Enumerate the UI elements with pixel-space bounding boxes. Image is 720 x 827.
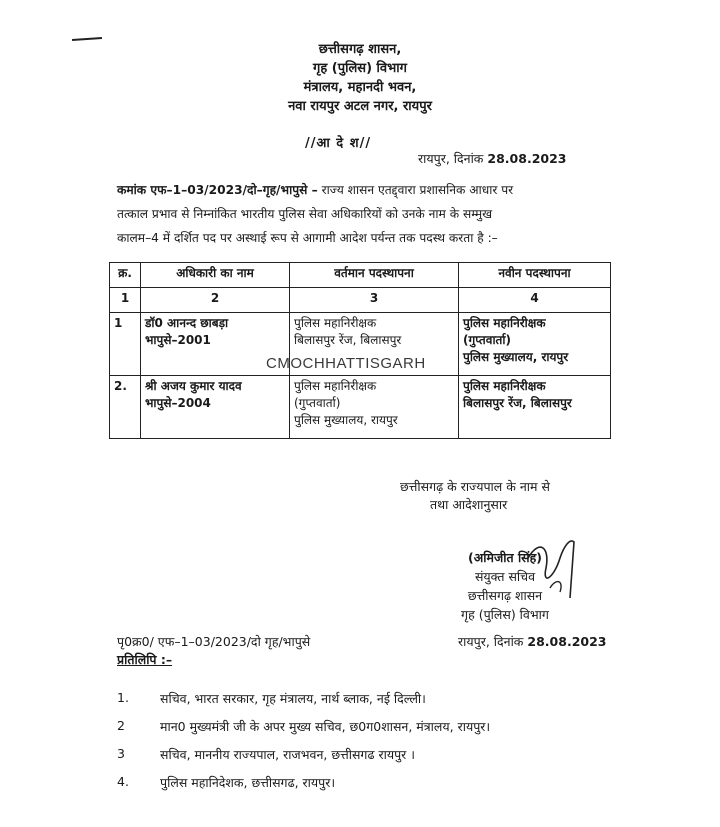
current-posting-line: (गुप्तवार्ता) xyxy=(294,396,341,410)
letterhead-line: नवा रायपुर अटल नगर, रायपुर xyxy=(288,99,432,114)
posting-table xyxy=(109,262,611,439)
date-value: 28.08.2023 xyxy=(487,151,567,166)
new-posting-line: पुलिस महानिरीक्षक xyxy=(463,316,546,330)
watermark: CMOCHHATTISGARH xyxy=(266,355,426,372)
order-title: //आ दे श// xyxy=(305,136,372,151)
copy-item-number: 3 xyxy=(117,746,125,761)
col-header-name: अधिकारी का नाम xyxy=(141,263,290,288)
officer-name: श्री अजय कुमार यादव xyxy=(145,379,242,393)
row-sno: 1 xyxy=(110,313,141,376)
body-line: राज्य शासन एतद्द्वारा प्रशासनिक आधार पर xyxy=(321,183,514,197)
new-posting-line: बिलासपुर रेंज, बिलासपुर xyxy=(463,396,572,410)
copy-item: सचिव, माननीय राज्यपाल, राजभवन, छत्तीसगढ रायपुर । xyxy=(160,747,415,762)
order-date xyxy=(418,150,566,167)
officer-name: डॉ0 आनन्द छाबड़ा xyxy=(145,316,229,330)
current-posting-line: पुलिस महानिरीक्षक xyxy=(294,379,377,393)
table-row xyxy=(110,376,611,439)
copy-item: पुलिस महानिदेशक, छत्तीसगढ, रायपुर। xyxy=(160,775,336,790)
letterhead-line: गृह (पुलिस) विभाग xyxy=(313,61,407,76)
col-header-sno: क्र. xyxy=(110,263,141,288)
endorsement-date xyxy=(458,633,606,650)
copy-item: मान0 मुख्यमंत्री जी के अपर मुख्य सचिव, छ0ग0शासन, मंत्रालय, रायपुर। xyxy=(160,719,491,734)
new-posting-line: पुलिस मुख्यालय, रायपुर xyxy=(463,350,569,364)
letterhead-line: मंत्रालय, महानदी भवन, xyxy=(303,80,417,95)
copy-to-label: प्रतिलिपि :– xyxy=(117,652,173,667)
officer-cell xyxy=(141,376,290,439)
signatory-block xyxy=(440,548,570,624)
col-number: 3 xyxy=(290,288,459,313)
new-posting xyxy=(459,376,611,439)
officer-batch: भापुसे–2001 xyxy=(145,333,211,347)
signatory-dept: गृह (पुलिस) विभाग xyxy=(461,607,549,622)
col-number: 1 xyxy=(110,288,141,313)
signatory-designation: संयुक्त सचिव xyxy=(474,569,536,584)
governor-line: तथा आदेशानुसार xyxy=(430,497,508,512)
new-posting-line: पुलिस महानिरीक्षक xyxy=(463,379,546,393)
order-number: कमांक एफ–1–03/2023/दो–गृह/भापुसे – xyxy=(117,183,318,197)
body-line: कालम–4 में दर्शित पद पर अस्थाई रूप से आगामी आदेश पर्यन्त तक पदस्थ करता है :– xyxy=(117,231,498,245)
governor-line: छत्तीसगढ़ के राज्यपाल के नाम से xyxy=(400,479,550,494)
letterhead-line: छत्तीसगढ़ शासन, xyxy=(318,42,402,57)
current-posting-line: पुलिस महानिरीक्षक xyxy=(294,316,377,330)
col-number: 2 xyxy=(141,288,290,313)
col-header-new: नवीन पदस्थापना xyxy=(459,263,611,288)
body-line: तत्काल प्रभाव से निम्नांकित भारतीय पुलिस सेवा अधिकारियों को उनके नाम के सम्मुख xyxy=(117,207,493,221)
letterhead xyxy=(0,40,720,116)
copy-item-number: 4. xyxy=(117,774,129,789)
current-posting xyxy=(290,376,459,439)
date-label: रायपुर, दिनांक xyxy=(458,634,524,649)
endorsement-ref: पृ0क्र0/ एफ–1–03/2023/दो गृह/भापुसे xyxy=(117,634,311,649)
copy-item-number: 1. xyxy=(117,690,129,705)
col-number: 4 xyxy=(459,288,611,313)
signatory-govt: छत्तीसगढ़ शासन xyxy=(467,588,543,603)
order-body xyxy=(117,178,607,250)
row-sno: 2. xyxy=(110,376,141,439)
signatory-name: (अमिजीत सिंह) xyxy=(467,550,542,565)
copy-item-number: 2 xyxy=(117,718,125,733)
current-posting-line: पुलिस मुख्यालय, रायपुर xyxy=(294,413,398,427)
new-posting xyxy=(459,313,611,376)
date-label: रायपुर, दिनांक xyxy=(418,151,484,166)
current-posting-line: बिलासपुर रेंज, बिलासपुर xyxy=(294,333,402,347)
new-posting-line: (गुप्तवार्ता) xyxy=(463,333,511,347)
col-header-current: वर्तमान पदस्थापना xyxy=(290,263,459,288)
copy-item: सचिव, भारत सरकार, गृह मंत्रालय, नार्थ ब्लाक, नई दिल्ली। xyxy=(160,691,426,706)
date-value: 28.08.2023 xyxy=(527,634,607,649)
officer-batch: भापुसे–2004 xyxy=(145,396,211,410)
